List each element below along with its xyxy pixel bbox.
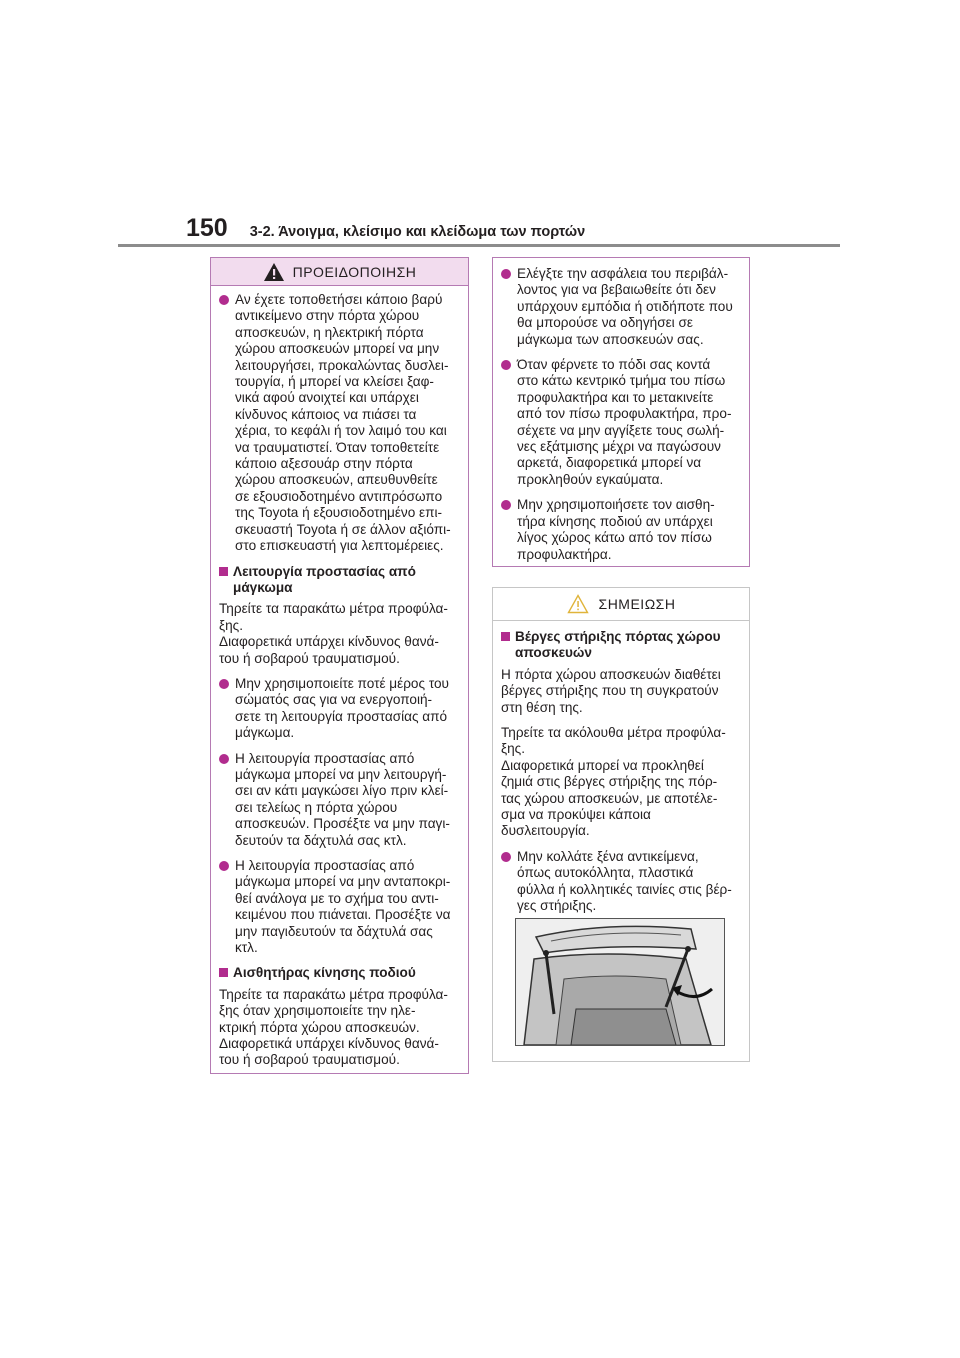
warning-continued-box bbox=[492, 257, 750, 567]
note-title: ΣΗΜΕΙΩΣΗ bbox=[598, 596, 676, 612]
paragraph bbox=[219, 601, 458, 667]
text-line: αποσκευών. Προσέξτε να μην παγι- bbox=[235, 816, 450, 832]
text-line: βέργες στήριξης που τη συγκρατούν bbox=[501, 683, 719, 699]
bullet-item bbox=[501, 497, 739, 563]
bullet-dot-icon bbox=[219, 754, 229, 764]
bullet-item bbox=[501, 849, 739, 915]
text-line: αντικείμενο στην πόρτα χώρου bbox=[235, 308, 420, 324]
text-line: του ή σοβαρού τραυματισμού. bbox=[219, 650, 400, 666]
square-marker-icon bbox=[219, 567, 228, 576]
text-line: σώματός σας για να ενεργοποιή- bbox=[235, 692, 433, 708]
text-line: από τον πίσω προφυλακτήρα, προ- bbox=[517, 406, 732, 422]
text-line: Τηρείτε τα ακόλουθα μέτρα προφύλα- bbox=[501, 725, 726, 741]
bullet-dot-icon bbox=[219, 861, 229, 871]
note-content bbox=[493, 621, 749, 915]
page-number: 150 bbox=[186, 214, 228, 242]
square-marker-icon bbox=[219, 968, 228, 977]
text-line: λοντος για να βεβαιωθείτε ότι δεν bbox=[517, 282, 716, 298]
text-line: μάγκωμα bbox=[233, 579, 293, 595]
text-line: όπως αυτοκόλλητα, πλαστικά bbox=[517, 865, 694, 881]
text-line: Αισθητήρας κίνησης ποδιού bbox=[233, 965, 416, 981]
bullet-item bbox=[501, 357, 739, 488]
text-line: σέχετε να μην αγγίξετε τους σωλή- bbox=[517, 422, 725, 438]
text-line: νικά αφού ανοιχτεί και υπάρχει bbox=[235, 390, 419, 406]
text-line: δευτούν τα δάχτυλά σας κτλ. bbox=[235, 832, 407, 848]
subsection-heading bbox=[219, 965, 458, 981]
text-line: προφυλακτήρα. bbox=[517, 546, 612, 562]
bullet-item bbox=[501, 266, 739, 348]
header-divider bbox=[118, 244, 840, 247]
text-line: σκευαστή Toyota ή σε άλλον αξιόπι- bbox=[235, 521, 451, 537]
text-line: κτλ. bbox=[235, 940, 258, 956]
page-header bbox=[186, 214, 585, 243]
bullet-item bbox=[219, 858, 458, 956]
text-line: στο κάτω κεντρικό τμήμα του πίσω bbox=[517, 373, 726, 389]
text-line: στο επισκευαστή για λεπτομέρειες. bbox=[235, 538, 444, 554]
text-line: Αν έχετε τοποθετήσει κάποιο βαρύ bbox=[235, 292, 443, 307]
square-marker-icon bbox=[501, 632, 510, 641]
note-header bbox=[493, 588, 749, 621]
text-line: νες εξάτμισης μέχρι να παγώσουν bbox=[517, 439, 721, 455]
text-line: Λειτουργία προστασίας από bbox=[233, 563, 416, 579]
bullet-dot-icon bbox=[501, 360, 511, 370]
text-line: αρκετά, διαφορετικά μπορεί να bbox=[517, 455, 702, 471]
section-title: 3-2. Άνοιγμα, κλείσιμο και κλείδωμα των πορτών bbox=[249, 224, 586, 240]
text-line: τας χώρου αποσκευών, με αποτέλε- bbox=[501, 790, 718, 806]
text-line: υπάρχουν εμπόδια ή οτιδήποτε που bbox=[517, 298, 733, 314]
text-line: αποσκευών, η ηλεκτρική πόρτα bbox=[235, 324, 424, 340]
text-line: κτρική πόρτα χώρου αποσκευών. bbox=[219, 1019, 420, 1035]
text-line: θα μπορούσε να οδηγήσει σε bbox=[517, 315, 693, 331]
warning-title: ΠΡΟΕΙΔΟΠΟΙΗΣΗ bbox=[292, 263, 417, 280]
text-line: τουργία, ή μπορεί να κλείσει ξαφ- bbox=[235, 374, 434, 390]
text-line: μάγκωμα. bbox=[235, 725, 295, 741]
text-line: χώρου αποσκευών μπορεί να μην bbox=[235, 341, 440, 357]
note-box bbox=[492, 587, 750, 1062]
text-line: Η πόρτα χώρου αποσκευών διαθέτει bbox=[501, 666, 721, 682]
warning-triangle-icon bbox=[263, 262, 285, 282]
text-line: Τηρείτε τα παρακάτω μέτρα προφύλα- bbox=[219, 601, 448, 617]
bullet-dot-icon bbox=[219, 679, 229, 689]
text-line: Ελέγξτε την ασφάλεια του περιβάλ- bbox=[517, 266, 729, 281]
text-line: κάποιο αξεσουάρ στην πόρτα bbox=[235, 456, 413, 472]
text-line: χέρια, το κεφάλι ή τον λαιμό του και bbox=[235, 423, 447, 439]
bullet-dot-icon bbox=[501, 852, 511, 862]
bullet-dot-icon bbox=[219, 295, 229, 305]
bullet-item bbox=[219, 751, 458, 849]
paragraph bbox=[501, 725, 739, 840]
text-line: ζημιά στις βέργες στήριξης της πόρ- bbox=[501, 774, 718, 790]
warning-content bbox=[211, 286, 468, 1069]
text-line: Όταν φέρνετε το πόδι σας κοντά bbox=[517, 357, 711, 373]
text-line: της Toyota ή εξουσιοδοτημένο επι- bbox=[235, 505, 443, 521]
text-line: μάγκωμα μπορεί να μην ανταποκρι- bbox=[235, 874, 451, 890]
text-line: σε εξουσιοδοτημένο αντιπρόσωπο bbox=[235, 488, 443, 504]
text-line: στη θέση της. bbox=[501, 699, 583, 715]
text-line: κειμένου που πιάνεται. Προσέξτε να bbox=[235, 907, 451, 923]
text-line: μην παγιδευτούν τα δάχτυλά σας bbox=[235, 923, 433, 939]
text-line: προφυλακτήρα και το μετακινείτε bbox=[517, 389, 714, 405]
text-line: Διαφορετικά υπάρχει κίνδυνος θανά- bbox=[219, 634, 439, 650]
text-line: μάγκωμα των αποσκευών σας. bbox=[517, 331, 704, 347]
text-line: Διαφορετικά μπορεί να προκληθεί bbox=[501, 757, 704, 773]
warning-continued-content bbox=[493, 258, 749, 563]
text-line: ξης όταν χρησιμοποιείτε την ηλε- bbox=[219, 1003, 416, 1019]
text-line: ξης. bbox=[501, 741, 525, 757]
bullet-dot-icon bbox=[501, 500, 511, 510]
caution-triangle-outline-icon bbox=[567, 594, 589, 614]
text-line: Μην κολλάτε ξένα αντικείμενα, bbox=[517, 848, 699, 864]
text-line: Μην χρησιμοποιείτε ποτέ μέρος του bbox=[235, 675, 449, 691]
text-line: να τραυματιστεί. Όταν τοποθετείτε bbox=[235, 439, 440, 455]
warning-box bbox=[210, 257, 469, 1074]
text-line: σει τελείως η πόρτα χώρου bbox=[235, 799, 398, 815]
text-line: λειτουργήσει, προκαλώντας δυσλει- bbox=[235, 357, 449, 373]
tailgate-support-strut-illustration bbox=[515, 918, 725, 1046]
text-line: Μην χρησιμοποιήσετε τον αισθη- bbox=[517, 497, 715, 513]
text-line: λίγος χώρος κάτω από τον πίσω bbox=[517, 530, 712, 546]
text-line: Η λειτουργία προστασίας από bbox=[235, 858, 415, 873]
bullet-item bbox=[219, 292, 458, 555]
text-line: δυσλειτουργία. bbox=[501, 823, 590, 839]
text-line: Διαφορετικά υπάρχει κίνδυνος θανά- bbox=[219, 1036, 439, 1052]
paragraph bbox=[501, 667, 739, 716]
text-line: χώρου αποσκευών, απευθυνθείτε bbox=[235, 472, 438, 488]
text-line: σετε τη λειτουργία προστασίας από bbox=[235, 708, 448, 724]
text-line: σει αν κάτι μαγκώσει λίγο πριν κλεί- bbox=[235, 783, 449, 799]
text-line: του ή σοβαρού τραυματισμού. bbox=[219, 1052, 400, 1068]
bullet-item bbox=[219, 676, 458, 742]
bullet-dot-icon bbox=[501, 269, 511, 279]
text-line: θεί ανάλογα με το σχήμα του αντι- bbox=[235, 890, 439, 906]
text-line: φύλλα ή κολλητικές ταινίες στις βέρ- bbox=[517, 881, 732, 897]
text-line: Τηρείτε τα παρακάτω μέτρα προφύλα- bbox=[219, 986, 448, 1002]
text-line: ξης. bbox=[219, 617, 243, 633]
text-line: κίνδυνος κάποιος να πιάσει τα bbox=[235, 406, 417, 422]
text-line: αποσκευών bbox=[515, 645, 592, 661]
text-line: γες στήριξης. bbox=[517, 898, 597, 914]
subsection-heading bbox=[501, 629, 739, 662]
text-line: Η λειτουργία προστασίας από bbox=[235, 750, 415, 766]
text-line: τήρα κίνησης ποδιού αν υπάρχει bbox=[517, 513, 713, 529]
paragraph bbox=[219, 987, 458, 1069]
subsection-heading bbox=[219, 564, 458, 597]
text-line: Βέργες στήριξης πόρτας χώρου bbox=[515, 629, 721, 644]
text-line: σμα να προκύψει κάποια bbox=[501, 807, 651, 823]
text-line: προκληθούν εγκαύματα. bbox=[517, 471, 664, 487]
warning-header bbox=[211, 258, 468, 286]
text-line: μάγκωμα μπορεί να μην λειτουργή- bbox=[235, 766, 447, 782]
